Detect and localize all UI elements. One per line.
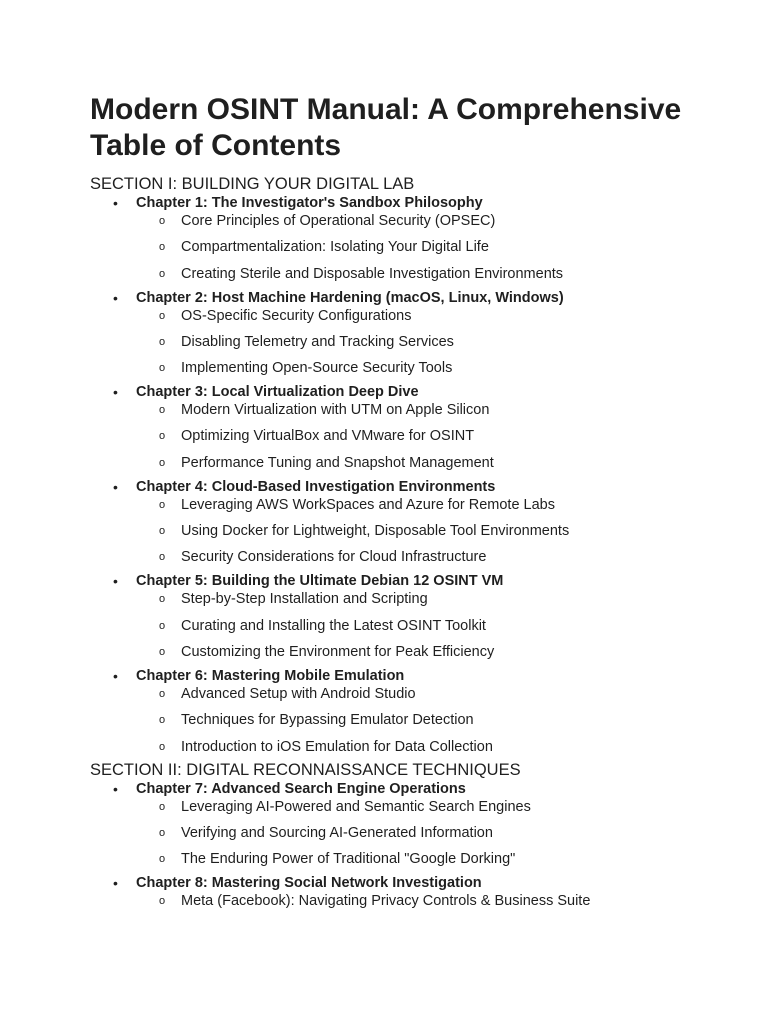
bullet-dot-icon: • [113, 384, 118, 401]
bullet-circle-icon: o [159, 498, 166, 511]
bullet-dot-icon: • [113, 780, 118, 797]
topic-label: Disabling Telemetry and Tracking Services [181, 333, 454, 350]
chapter-item [90, 478, 710, 567]
topic-label: Compartmentalization: Isolating Your Digital Life [181, 239, 489, 256]
topic-label: Leveraging AWS WorkSpaces and Azure for Remote Labs [181, 496, 555, 513]
bullet-circle-icon: o [159, 645, 166, 658]
chapter-list [90, 194, 710, 756]
topic-label: Introduction to iOS Emulation for Data Collection [181, 738, 493, 755]
topic-list [136, 401, 710, 472]
chapter-item [90, 874, 710, 910]
bullet-dot-icon: • [113, 289, 118, 306]
topic-item [136, 496, 710, 514]
chapter-title: Chapter 1: The Investigator's Sandbox Philosophy [136, 195, 483, 211]
topic-item [136, 617, 710, 635]
topic-label: Techniques for Bypassing Emulator Detection [181, 712, 474, 729]
topic-item [136, 427, 710, 445]
topic-label: Advanced Setup with Android Studio [181, 685, 416, 702]
topic-item [136, 738, 710, 756]
chapter-title: Chapter 8: Mastering Social Network Investigation [136, 875, 482, 892]
topic-label: Creating Sterile and Disposable Investigation Environments [181, 265, 564, 282]
chapter-item [90, 383, 710, 472]
bullet-dot-icon: • [113, 195, 118, 211]
bullet-dot-icon: • [113, 875, 118, 892]
topic-label: Customizing the Environment for Peak Efficiency [181, 643, 495, 660]
chapter-item [90, 667, 710, 756]
chapter-title: Chapter 7: Advanced Search Engine Operations [136, 780, 466, 797]
topic-label: Curating and Installing the Latest OSINT Toolkit [181, 617, 486, 634]
chapter-title: Chapter 5: Building the Ultimate Debian 12 OSINT VM [136, 573, 504, 590]
topic-item [136, 359, 710, 377]
topic-item [136, 333, 710, 351]
bullet-circle-icon: o [159, 714, 166, 727]
bullet-circle-icon: o [159, 853, 166, 866]
topic-item [136, 892, 710, 910]
topic-item [136, 824, 710, 842]
bullet-circle-icon: o [159, 241, 166, 254]
topic-item [136, 212, 710, 230]
topic-list [136, 798, 710, 869]
topic-item [136, 454, 710, 472]
bullet-circle-icon: o [159, 687, 166, 700]
topic-item [136, 798, 710, 816]
topic-label: Core Principles of Operational Security (OPSEC) [181, 213, 496, 229]
topic-item [136, 643, 710, 661]
bullet-circle-icon: o [159, 895, 166, 908]
topic-label: Modern Virtualization with UTM on Apple Silicon [181, 402, 490, 419]
topic-label: Using Docker for Lightweight, Disposable Tool Environments [181, 523, 570, 540]
bullet-circle-icon: o [159, 267, 166, 280]
topic-item [136, 238, 710, 256]
bullet-dot-icon: • [113, 667, 118, 684]
topic-item [136, 307, 710, 325]
topic-label: Leveraging AI-Powered and Semantic Search Engines [181, 798, 531, 815]
bullet-circle-icon: o [159, 525, 166, 538]
section [90, 760, 710, 911]
bullet-circle-icon: o [159, 362, 166, 375]
bullet-circle-icon: o [159, 404, 166, 417]
topic-item [136, 590, 710, 608]
chapter-item [90, 780, 710, 869]
topic-label: Step-by-Step Installation and Scripting [181, 591, 428, 608]
document-page [90, 92, 710, 910]
document-title: Modern OSINT Manual: A Comprehensive Table of Contents [90, 93, 682, 162]
section-title: SECTION II: DIGITAL RECONNAISSANCE TECHNIQUES [90, 760, 521, 779]
topic-item [136, 711, 710, 729]
bullet-circle-icon: o [159, 593, 166, 606]
topic-label: Meta (Facebook): Navigating Privacy Controls & Business Suite [181, 893, 591, 910]
chapter-item [90, 572, 710, 661]
bullet-circle-icon: o [159, 335, 166, 348]
chapter-title: Chapter 4: Cloud-Based Investigation Environments [136, 478, 496, 495]
topic-list [136, 496, 710, 567]
chapter-item [90, 194, 710, 283]
bullet-circle-icon: o [159, 800, 166, 813]
chapter-list [90, 780, 710, 911]
topic-item [136, 850, 710, 868]
topic-label: Implementing Open-Source Security Tools [181, 360, 453, 377]
bullet-circle-icon: o [159, 740, 166, 753]
bullet-circle-icon: o [159, 430, 166, 443]
topic-item [136, 265, 710, 283]
topic-list [136, 892, 710, 910]
bullet-circle-icon: o [159, 826, 166, 839]
topic-list [136, 212, 710, 283]
topic-label: Performance Tuning and Snapshot Management [181, 454, 494, 471]
bullet-circle-icon: o [159, 215, 166, 227]
chapter-title: Chapter 6: Mastering Mobile Emulation [136, 667, 405, 684]
topic-item [136, 685, 710, 703]
chapter-item [90, 289, 710, 378]
topic-list [136, 307, 710, 378]
bullet-circle-icon: o [159, 619, 166, 632]
topic-list [136, 685, 710, 756]
bullet-dot-icon: • [113, 573, 118, 590]
topic-label: OS-Specific Security Configurations [181, 307, 412, 324]
bullet-circle-icon: o [159, 456, 166, 469]
topic-label: Optimizing VirtualBox and VMware for OSINT [181, 428, 475, 445]
bullet-circle-icon: o [159, 309, 166, 322]
bullet-dot-icon: • [113, 478, 118, 495]
section [90, 174, 710, 756]
chapter-title: Chapter 3: Local Virtualization Deep Dive [136, 384, 419, 401]
topic-item [136, 548, 710, 566]
topic-label: The Enduring Power of Traditional "Google Dorking" [181, 851, 516, 868]
section-title: SECTION I: BUILDING YOUR DIGITAL LAB [90, 175, 415, 193]
topic-label: Security Considerations for Cloud Infrastructure [181, 549, 487, 566]
sections-container [90, 174, 710, 910]
topic-item [136, 401, 710, 419]
bullet-circle-icon: o [159, 551, 166, 564]
topic-item [136, 522, 710, 540]
topic-list [136, 590, 710, 661]
chapter-title: Chapter 2: Host Machine Hardening (macOS, Linux, Windows) [136, 289, 564, 306]
topic-label: Verifying and Sourcing AI-Generated Information [181, 824, 493, 841]
